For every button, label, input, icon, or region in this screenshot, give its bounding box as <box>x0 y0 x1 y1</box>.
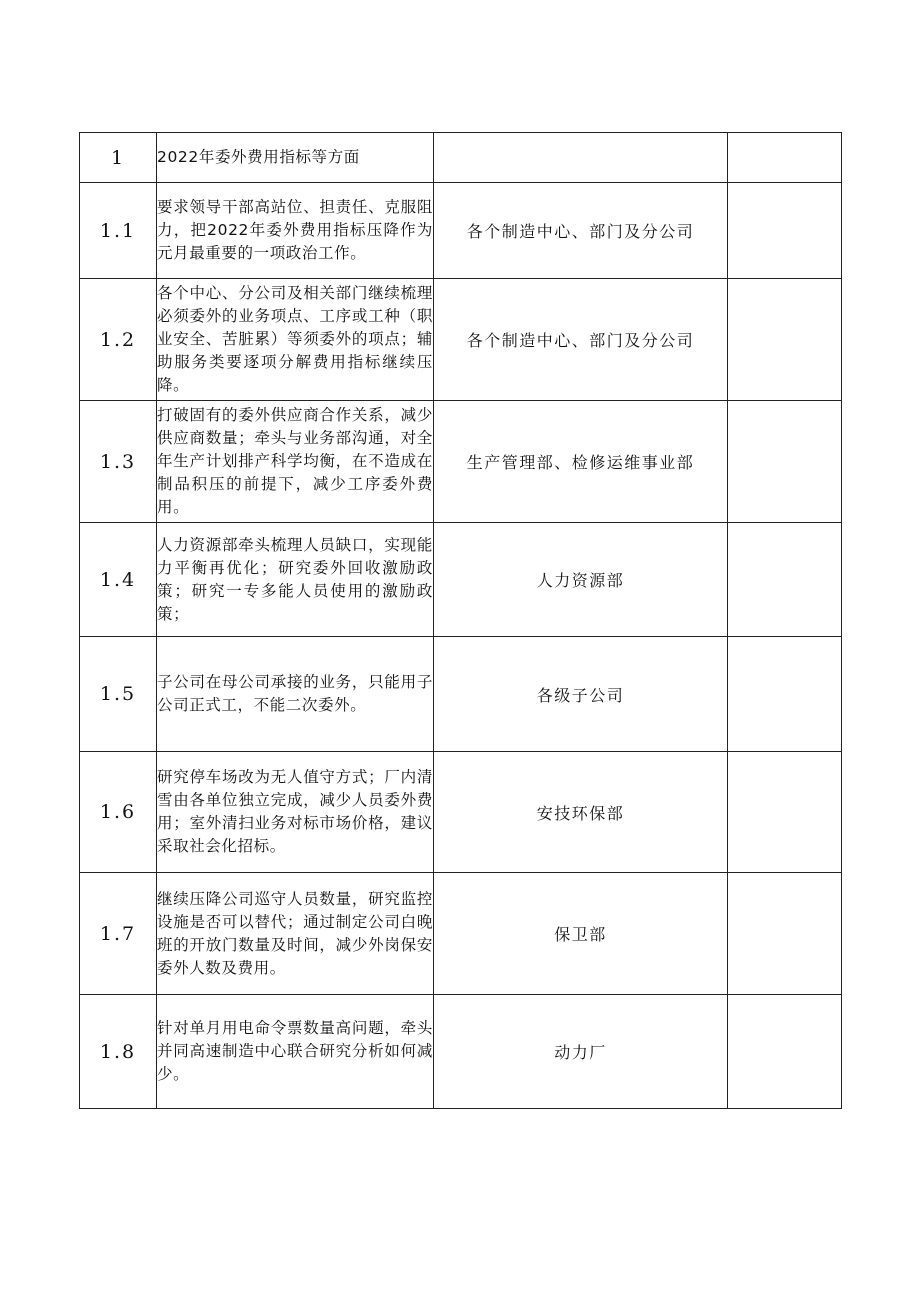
row-extra-cell <box>728 279 842 401</box>
measures-table <box>79 132 842 1109</box>
row-content: 继续压降公司巡守人员数量，研究监控设施是否可以替代；通过制定公司白晚班的开放门数量及时间，减少外岗保安委外人数及费用。 <box>157 873 434 995</box>
row-extra-cell <box>728 637 842 752</box>
row-number: 1.7 <box>80 873 157 995</box>
row-content: 各个中心、分公司及相关部门继续梳理必须委外的业务项点、工序或工种（职业安全、苦脏累）等须委外的项点；辅助服务类要逐项分解费用指标继续压降。 <box>157 279 434 401</box>
row-extra-cell <box>728 133 842 183</box>
table-row <box>80 279 842 401</box>
row-department: 人力资源部 <box>434 523 728 637</box>
row-content: 要求领导干部高站位、担责任、克服阻力，把2022年委外费用指标压降作为元月最重要的一项政治工作。 <box>157 183 434 279</box>
row-department: 安技环保部 <box>434 752 728 873</box>
row-number: 1.3 <box>80 401 157 523</box>
row-content: 2022年委外费用指标等方面 <box>157 133 434 183</box>
row-extra-cell <box>728 995 842 1109</box>
table-row <box>80 637 842 752</box>
row-department <box>434 133 728 183</box>
row-department: 生产管理部、检修运维事业部 <box>434 401 728 523</box>
table-row <box>80 752 842 873</box>
row-content: 人力资源部牵头梳理人员缺口，实现能力平衡再优化；研究委外回收激励政策；研究一专多能人员使用的激励政策； <box>157 523 434 637</box>
row-department: 各级子公司 <box>434 637 728 752</box>
row-extra-cell <box>728 873 842 995</box>
row-number: 1.4 <box>80 523 157 637</box>
row-number: 1.2 <box>80 279 157 401</box>
row-extra-cell <box>728 401 842 523</box>
row-number: 1.8 <box>80 995 157 1109</box>
table-row <box>80 523 842 637</box>
row-number: 1.6 <box>80 752 157 873</box>
table-row <box>80 873 842 995</box>
row-number: 1 <box>80 133 157 183</box>
row-department: 各个制造中心、部门及分公司 <box>434 279 728 401</box>
row-number: 1.5 <box>80 637 157 752</box>
table-row <box>80 133 842 183</box>
table-row <box>80 183 842 279</box>
row-content: 打破固有的委外供应商合作关系，减少供应商数量；牵头与业务部沟通，对全年生产计划排产科学均衡，在不造成在制品积压的前提下，减少工序委外费用。 <box>157 401 434 523</box>
row-department: 动力厂 <box>434 995 728 1109</box>
row-number: 1.1 <box>80 183 157 279</box>
row-extra-cell <box>728 183 842 279</box>
row-extra-cell <box>728 523 842 637</box>
table-row <box>80 995 842 1109</box>
row-department: 各个制造中心、部门及分公司 <box>434 183 728 279</box>
row-content: 子公司在母公司承接的业务，只能用子公司正式工，不能二次委外。 <box>157 637 434 752</box>
row-department: 保卫部 <box>434 873 728 995</box>
table-row <box>80 401 842 523</box>
row-content: 研究停车场改为无人值守方式；厂内清雪由各单位独立完成，减少人员委外费用；室外清扫业务对标市场价格，建议采取社会化招标。 <box>157 752 434 873</box>
row-extra-cell <box>728 752 842 873</box>
row-content: 针对单月用电命令票数量高问题，牵头并同高速制造中心联合研究分析如何减少。 <box>157 995 434 1109</box>
